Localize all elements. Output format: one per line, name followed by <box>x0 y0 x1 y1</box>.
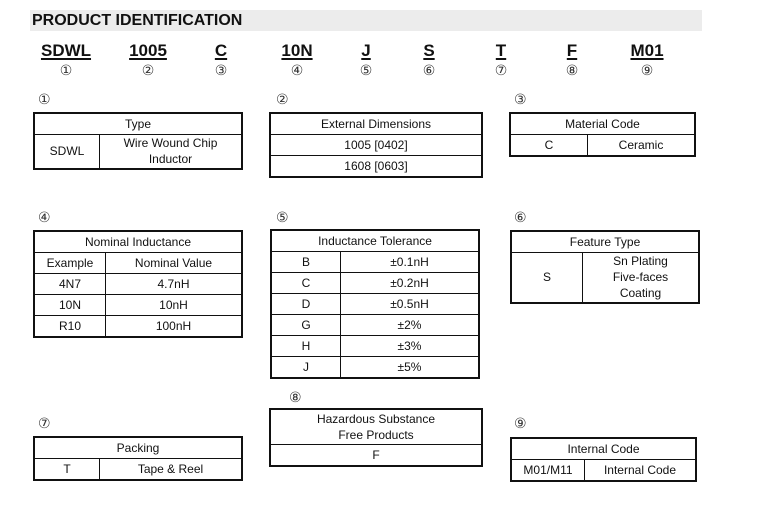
dimensions-table <box>269 112 483 178</box>
feature-description-line1: Sn Plating <box>613 254 668 269</box>
type-description-line1: Wire Wound Chip <box>123 136 218 151</box>
tolerance-header: Inductance Tolerance <box>271 230 479 252</box>
inductance-example: 4N7 <box>34 274 106 295</box>
inductance-value: 4.7nH <box>106 274 243 295</box>
code-part-3: C <box>214 41 228 60</box>
material-code: C <box>510 135 588 157</box>
internal-table <box>510 437 697 482</box>
code-number-7: ⑦ <box>494 63 508 79</box>
packing-section-number: ⑦ <box>38 416 51 432</box>
inductance-header: Nominal Inductance <box>34 231 242 253</box>
packing-code: T <box>34 459 100 481</box>
feature-description <box>583 253 700 303</box>
tolerance-code: B <box>271 252 341 273</box>
packing-table <box>33 436 243 481</box>
code-part-9: M01 <box>630 41 664 60</box>
feature-section-number: ⑥ <box>514 210 527 226</box>
code-number-9: ⑨ <box>640 63 654 79</box>
feature-code: S <box>511 253 583 303</box>
hazardous-value: F <box>270 445 482 467</box>
feature-description-line2: Five-faces <box>612 270 669 285</box>
tolerance-code: G <box>271 315 341 336</box>
material-table <box>509 112 696 157</box>
inductance-table <box>33 230 243 338</box>
tolerance-value: ±0.2nH <box>341 273 480 294</box>
inductance-value: 100nH <box>106 316 243 338</box>
code-number-5: ⑤ <box>359 63 373 79</box>
dimensions-section-number: ② <box>276 92 289 108</box>
tolerance-code: H <box>271 336 341 357</box>
feature-description-line3: Coating <box>619 286 662 301</box>
inductance-section-number: ④ <box>38 210 51 226</box>
internal-header: Internal Code <box>511 438 696 460</box>
hazardous-header-line1: Hazardous Substance <box>316 412 436 426</box>
code-number-4: ④ <box>290 63 304 79</box>
inductance-example: 10N <box>34 295 106 316</box>
dimensions-header: External Dimensions <box>270 113 482 135</box>
type-header: Type <box>34 113 242 135</box>
material-header: Material Code <box>510 113 695 135</box>
type-code: SDWL <box>34 135 100 169</box>
dimensions-row: 1608 [0603] <box>270 156 482 178</box>
material-section-number: ③ <box>514 92 527 108</box>
hazardous-section-number: ⑧ <box>289 390 302 406</box>
inductance-col-value: Nominal Value <box>106 253 243 274</box>
code-number-1: ① <box>59 63 73 79</box>
inductance-example: R10 <box>34 316 106 338</box>
packing-header: Packing <box>34 437 242 459</box>
internal-code: M01/M11 <box>511 460 585 482</box>
inductance-col-example: Example <box>34 253 106 274</box>
type-description-line2: Inductor <box>148 152 193 167</box>
tolerance-code: J <box>271 357 341 379</box>
material-value: Ceramic <box>588 135 696 157</box>
code-number-3: ③ <box>214 63 228 79</box>
code-part-5: J <box>361 41 371 60</box>
tolerance-value: ±5% <box>341 357 480 379</box>
type-description <box>100 135 243 169</box>
code-number-8: ⑧ <box>565 63 579 79</box>
code-part-6: S <box>423 41 435 60</box>
hazardous-header-line2: Free Products <box>338 428 414 442</box>
code-part-7: T <box>495 41 507 60</box>
code-part-8: F <box>566 41 578 60</box>
page-title: PRODUCT IDENTIFICATION <box>32 12 243 29</box>
tolerance-code: C <box>271 273 341 294</box>
inductance-value: 10nH <box>106 295 243 316</box>
tolerance-code: D <box>271 294 341 315</box>
tolerance-value: ±0.1nH <box>341 252 480 273</box>
feature-table <box>510 230 700 304</box>
code-part-2: 1005 <box>129 41 167 60</box>
tolerance-section-number: ⑤ <box>276 210 289 226</box>
tolerance-value: ±2% <box>341 315 480 336</box>
tolerance-value: ±0.5nH <box>341 294 480 315</box>
tolerance-table <box>270 229 480 379</box>
hazardous-header <box>270 409 482 445</box>
hazardous-table <box>269 408 483 467</box>
packing-value: Tape & Reel <box>100 459 243 481</box>
code-part-1: SDWL <box>40 41 92 60</box>
tolerance-value: ±3% <box>341 336 480 357</box>
section-title-bar <box>30 10 702 31</box>
feature-header: Feature Type <box>511 231 699 253</box>
internal-value: Internal Code <box>585 460 697 482</box>
type-table <box>33 112 243 170</box>
code-number-6: ⑥ <box>422 63 436 79</box>
internal-section-number: ⑨ <box>514 416 527 432</box>
code-number-2: ② <box>141 63 155 79</box>
type-section-number: ① <box>38 92 51 108</box>
code-part-4: 10N <box>281 41 313 60</box>
dimensions-row: 1005 [0402] <box>270 135 482 156</box>
